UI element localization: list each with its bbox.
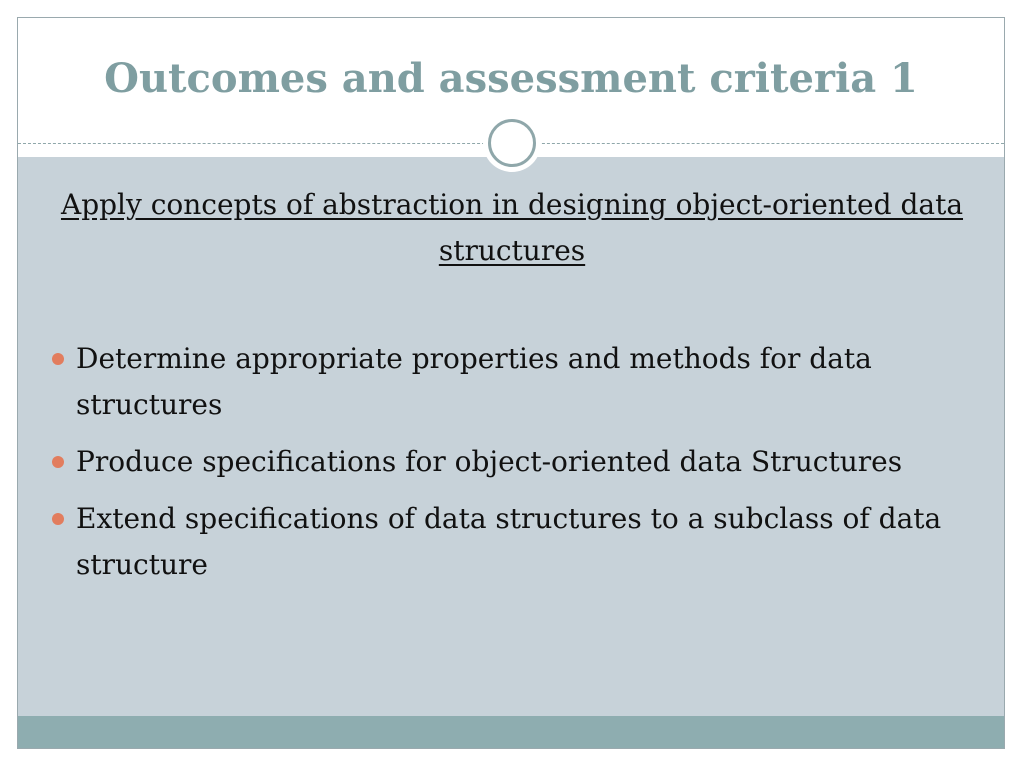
footer-band [18, 716, 1004, 749]
bullet-dot-icon [52, 513, 64, 525]
slide-subtitle: Apply concepts of abstraction in designing object-oriented data structures [60, 188, 964, 267]
bullet-text: Produce specifications for object-oriented data Structures [76, 445, 903, 478]
bullet-list [48, 336, 968, 599]
bullet-dot-icon [52, 353, 64, 365]
bullet-text: Extend specifications of data structures to a subclass of data structure [76, 502, 942, 581]
slide-title: Outcomes and assessment criteria 1 [104, 55, 918, 102]
bullet-item [48, 336, 968, 428]
bullet-item [48, 496, 968, 588]
bullet-text: Determine appropriate properties and methods for data structures [76, 342, 872, 421]
circle-ring-icon [488, 119, 536, 167]
bullet-item [48, 439, 968, 485]
slide [17, 17, 1005, 749]
bullet-dot-icon [52, 456, 64, 468]
